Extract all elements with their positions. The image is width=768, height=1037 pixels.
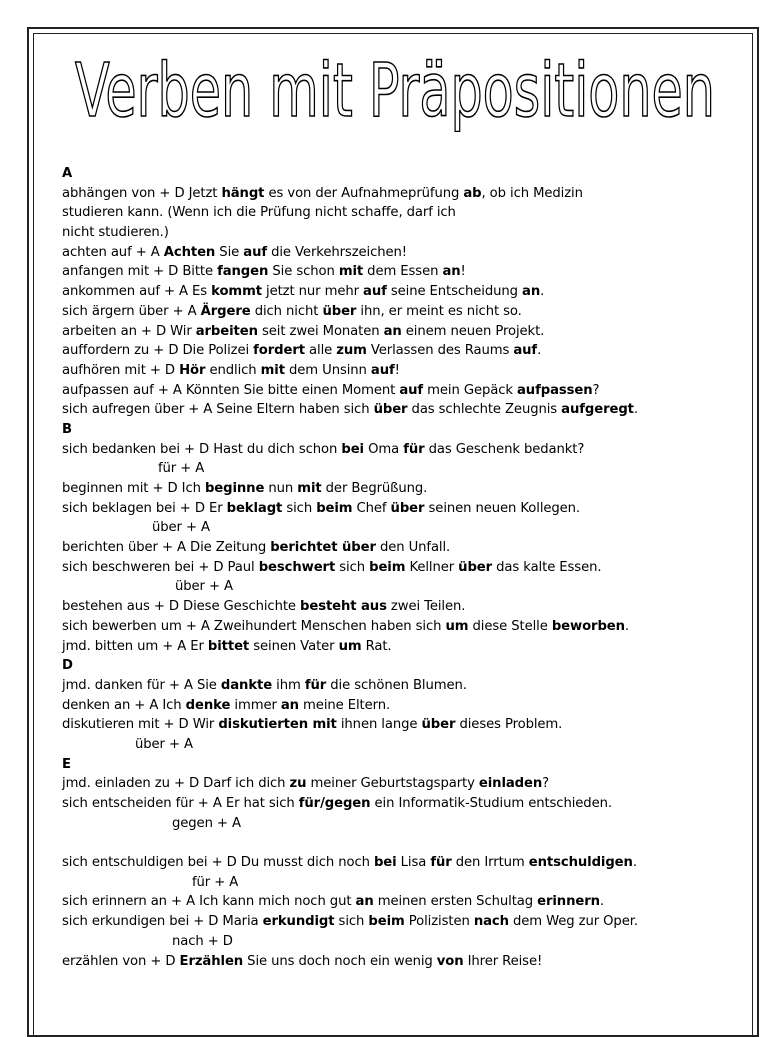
verb-entry xyxy=(62,499,742,519)
entry-text: erzählen von + D xyxy=(62,953,180,969)
alternate-preposition-text: nach + D xyxy=(172,933,233,949)
entry-text: achten auf + A xyxy=(62,244,164,260)
entry-text: studieren kann. (Wenn ich die Prüfung nicht schaffe, darf ich xyxy=(62,205,456,221)
entry-text: . xyxy=(537,343,542,359)
entry-text: Polizisten xyxy=(404,914,474,930)
entry-text: sich xyxy=(282,500,317,516)
highlighted-word: aufgeregt xyxy=(561,402,634,418)
entry-text: der Begrüßung. xyxy=(321,481,428,496)
highlighted-word: über xyxy=(322,303,357,319)
entry-text: sich entschuldigen bei + D Du musst dich noch xyxy=(62,855,374,871)
entry-text: sich bewerben um + A Zweihundert Menschen haben sich xyxy=(62,618,446,634)
highlighted-word: beginne xyxy=(204,481,265,496)
entry-text: Kellner xyxy=(405,559,459,575)
verb-entry xyxy=(62,479,742,499)
alternate-preposition-text: über + A xyxy=(175,579,233,595)
highlighted-word: mit xyxy=(297,481,322,496)
verb-entry xyxy=(62,361,742,381)
verb-entry xyxy=(62,853,742,873)
section-letter-text: B xyxy=(62,421,72,437)
highlighted-word: aufpassen xyxy=(517,382,593,398)
highlighted-word: zum xyxy=(336,343,367,359)
entry-text: berichten über + A Die Zeitung xyxy=(62,540,271,556)
highlighted-word: von xyxy=(436,953,464,969)
alternate-preposition xyxy=(62,814,742,834)
entry-text: sich xyxy=(334,914,369,930)
verb-list xyxy=(62,164,742,971)
entry-text: Sie uns doch noch ein wenig xyxy=(243,953,437,969)
highlighted-word: über xyxy=(421,717,456,733)
entry-text: diese Stelle xyxy=(468,618,552,634)
entry-text: sich erkundigen bei + D Maria xyxy=(62,914,263,930)
entry-text: Verlassen des Raums xyxy=(366,343,514,359)
blank-line xyxy=(62,833,742,853)
entry-text: Oma xyxy=(363,441,404,457)
alternate-preposition-text: gegen + A xyxy=(172,815,241,831)
entry-text: . xyxy=(540,284,545,300)
entry-text: . xyxy=(633,402,638,418)
highlighted-word: beim xyxy=(316,500,353,516)
verb-entry xyxy=(62,184,742,204)
entry-text: ihm xyxy=(272,677,305,693)
highlighted-word: mit xyxy=(338,264,364,280)
entry-text: denken an + A Ich xyxy=(62,697,186,713)
entry-text: abhängen von + D Jetzt xyxy=(62,185,222,201)
verb-entry xyxy=(62,892,742,912)
highlighted-word: Hör xyxy=(179,362,206,378)
highlighted-word: dankte xyxy=(220,677,273,693)
entry-text: sich xyxy=(335,559,370,575)
entry-text: Chef xyxy=(352,500,391,516)
highlighted-word: denke xyxy=(185,697,231,713)
entry-text: Sie schon xyxy=(268,264,339,280)
verb-entry xyxy=(62,558,742,578)
verb-entry xyxy=(62,400,742,420)
section-letter xyxy=(62,164,742,184)
highlighted-word: für/gegen xyxy=(298,796,371,811)
highlighted-word: berichtet über xyxy=(270,540,376,556)
entry-text: alle xyxy=(304,343,337,359)
entry-text: die schönen Blumen. xyxy=(326,677,467,693)
entry-text: dem Weg zur Oper. xyxy=(508,914,638,930)
entry-text: immer xyxy=(230,697,281,713)
highlighted-word: beim xyxy=(369,559,406,575)
entry-text: dich nicht xyxy=(250,303,323,319)
highlighted-word: für xyxy=(304,677,327,693)
entry-text: ankommen auf + A Es xyxy=(62,284,212,300)
verb-entry xyxy=(62,341,742,361)
highlighted-word: fangen xyxy=(217,264,269,280)
highlighted-word: bei xyxy=(341,441,364,457)
alternate-preposition-text: über + A xyxy=(135,736,193,752)
entry-text: sich bedanken bei + D Hast du dich schon xyxy=(62,441,342,457)
entry-text: . xyxy=(632,855,637,871)
alternate-preposition xyxy=(62,459,742,479)
highlighted-word: Achten xyxy=(163,244,216,260)
entry-text: sich entscheiden für + A Er hat sich xyxy=(62,796,299,811)
alternate-preposition xyxy=(62,735,742,755)
verb-entry xyxy=(62,774,742,794)
entry-text: ? xyxy=(592,382,600,398)
entry-text: arbeiten an + D Wir xyxy=(62,323,196,339)
highlighted-word: Erzählen xyxy=(179,953,244,969)
highlighted-word: an xyxy=(355,894,374,910)
highlighted-word: auf xyxy=(513,343,538,359)
entry-text: beginnen mit + D Ich xyxy=(62,481,205,496)
verb-entry xyxy=(62,637,742,657)
highlighted-word: über xyxy=(458,559,493,575)
entry-text: anfangen mit + D Bitte xyxy=(62,264,218,280)
highlighted-word: für xyxy=(430,855,452,871)
highlighted-word: um xyxy=(445,618,469,634)
entry-text: es von der Aufnahmeprüfung xyxy=(264,185,464,201)
highlighted-word: bittet xyxy=(207,638,250,654)
highlighted-word: an xyxy=(383,323,402,339)
verb-entry xyxy=(62,912,742,932)
verb-entry xyxy=(62,322,742,342)
entry-text: sich ärgern über + A xyxy=(62,303,201,319)
alternate-preposition xyxy=(62,932,742,952)
highlighted-word: erinnern xyxy=(537,894,600,910)
entry-text: Sie xyxy=(215,244,244,260)
alternate-preposition xyxy=(62,577,742,597)
entry-text: die Verkehrszeichen! xyxy=(267,244,407,260)
entry-text: seit zwei Monaten xyxy=(257,323,384,339)
highlighted-word: besteht aus xyxy=(300,599,387,615)
verb-entry xyxy=(62,597,742,617)
entry-text: jmd. danken für + A Sie xyxy=(62,677,221,693)
alternate-preposition xyxy=(62,873,742,893)
highlighted-word: an xyxy=(442,264,461,280)
entry-text: dem Essen xyxy=(363,264,443,280)
entry-text: jmd. bitten um + A Er xyxy=(62,638,208,654)
highlighted-word: erkundigt xyxy=(262,914,335,930)
entry-text: aufhören mit + D xyxy=(62,362,180,378)
title-outline-svg xyxy=(60,52,730,132)
entry-text: meine Eltern. xyxy=(298,697,391,713)
entry-text: diskutieren mit + D Wir xyxy=(62,717,219,733)
page-title: Verben mit Präpositionen xyxy=(75,52,715,132)
verb-entry xyxy=(62,676,742,696)
highlighted-word: zu xyxy=(289,776,307,792)
section-letter xyxy=(62,755,742,775)
entry-text: das kalte Essen. xyxy=(492,559,602,575)
entry-text: ? xyxy=(542,776,550,792)
entry-text: dieses Problem. xyxy=(455,717,563,733)
entry-text: . xyxy=(624,618,630,634)
verb-entry xyxy=(62,302,742,322)
highlighted-word: mit xyxy=(260,362,285,378)
highlighted-word: über xyxy=(373,402,408,418)
entry-text: meiner Geburtstagsparty xyxy=(306,776,479,792)
section-letter-text: A xyxy=(62,166,73,181)
title-banner xyxy=(60,52,730,132)
entry-text: bestehen aus + D Diese Geschichte xyxy=(62,599,301,615)
entry-text: den Irrtum xyxy=(451,855,529,871)
entry-text: endlich xyxy=(205,362,261,378)
highlighted-word: auf xyxy=(370,362,395,378)
entry-text: nicht studieren.) xyxy=(62,225,169,241)
highlighted-word: ab xyxy=(463,185,482,201)
entry-text: ! xyxy=(394,362,400,378)
highlighted-word: entschuldigen xyxy=(528,855,633,871)
entry-text: ein Informatik-Studium entschieden. xyxy=(370,796,612,811)
highlighted-word: einladen xyxy=(478,776,543,792)
highlighted-word: um xyxy=(338,638,362,654)
entry-text: das schlechte Zeugnis xyxy=(407,402,562,418)
highlighted-word: über xyxy=(390,500,425,516)
entry-text: ! xyxy=(460,264,466,280)
entry-text: zwei Teilen. xyxy=(386,599,466,615)
highlighted-word: diskutierten mit xyxy=(218,717,337,733)
verb-entry xyxy=(62,794,742,814)
verb-entry xyxy=(62,381,742,401)
entry-text: den Unfall. xyxy=(375,540,451,556)
highlighted-word: arbeiten xyxy=(195,323,258,339)
entry-text: . xyxy=(599,894,604,910)
section-letter xyxy=(62,656,742,676)
entry-text: sich erinnern an + A Ich kann mich noch gut xyxy=(62,894,356,910)
highlighted-word: beim xyxy=(368,914,405,930)
verb-entry xyxy=(62,538,742,558)
highlighted-word: hängt xyxy=(221,185,265,201)
entry-text: einem neuen Projekt. xyxy=(401,323,545,339)
entry-text: jmd. einladen zu + D Darf ich dich xyxy=(62,776,290,792)
verb-entry xyxy=(62,243,742,263)
highlighted-word: auf xyxy=(363,284,387,300)
verb-entry xyxy=(62,282,742,302)
highlighted-word: an xyxy=(522,284,541,300)
verb-entry xyxy=(62,223,742,243)
highlighted-word: Ärgere xyxy=(200,303,251,319)
section-letter-text: E xyxy=(62,756,71,772)
entry-text: sich beschweren bei + D Paul xyxy=(62,559,259,575)
alternate-preposition-text: für + A xyxy=(192,874,239,890)
entry-text: das Geschenk bedankt? xyxy=(424,441,585,457)
highlighted-word: auf xyxy=(399,382,424,398)
highlighted-word: an xyxy=(280,697,299,713)
alternate-preposition-text: über + A xyxy=(152,520,210,536)
entry-text: seinen neuen Kollegen. xyxy=(424,500,581,516)
entry-text: Rat. xyxy=(361,638,392,654)
highlighted-word: bei xyxy=(373,855,397,871)
highlighted-word: beklagt xyxy=(226,500,283,516)
highlighted-word: beworben xyxy=(551,618,625,634)
highlighted-word: kommt xyxy=(211,284,262,300)
alternate-preposition xyxy=(62,518,742,538)
verb-entry xyxy=(62,696,742,716)
verb-entry xyxy=(62,440,742,460)
highlighted-word: auf xyxy=(243,244,267,260)
entry-text: jetzt nur mehr xyxy=(261,284,364,300)
entry-text: seine Entscheidung xyxy=(386,284,523,300)
entry-text: seinen Vater xyxy=(249,638,339,654)
entry-text: ihn, er meint es nicht so. xyxy=(356,303,522,319)
entry-text: ihnen lange xyxy=(336,717,422,733)
entry-text: meinen ersten Schultag xyxy=(373,894,538,910)
entry-text: dem Unsinn xyxy=(284,362,371,378)
entry-text: sich aufregen über + A Seine Eltern haben sich xyxy=(62,402,374,418)
alternate-preposition-text: für + A xyxy=(158,461,205,477)
entry-text: auffordern zu + D Die Polizei xyxy=(62,343,254,359)
entry-text: Ihrer Reise! xyxy=(463,953,543,969)
entry-text: aufpassen auf + A Könnten Sie bitte einen Moment xyxy=(62,382,400,398)
entry-text: sich beklagen bei + D Er xyxy=(62,500,227,516)
verb-entry xyxy=(62,715,742,735)
verb-entry xyxy=(62,617,742,637)
entry-text: mein Gepäck xyxy=(423,382,517,398)
entry-text: Lisa xyxy=(396,855,431,871)
entry-text: , ob ich Medizin xyxy=(481,185,583,201)
section-letter-text: D xyxy=(62,658,73,674)
verb-entry xyxy=(62,262,742,282)
highlighted-word: nach xyxy=(473,914,509,930)
verb-entry xyxy=(62,952,742,972)
verb-entry xyxy=(62,203,742,223)
entry-text: nun xyxy=(264,481,298,496)
highlighted-word: fordert xyxy=(253,343,305,359)
section-letter xyxy=(62,420,742,440)
highlighted-word: beschwert xyxy=(258,559,336,575)
highlighted-word: für xyxy=(403,441,425,457)
